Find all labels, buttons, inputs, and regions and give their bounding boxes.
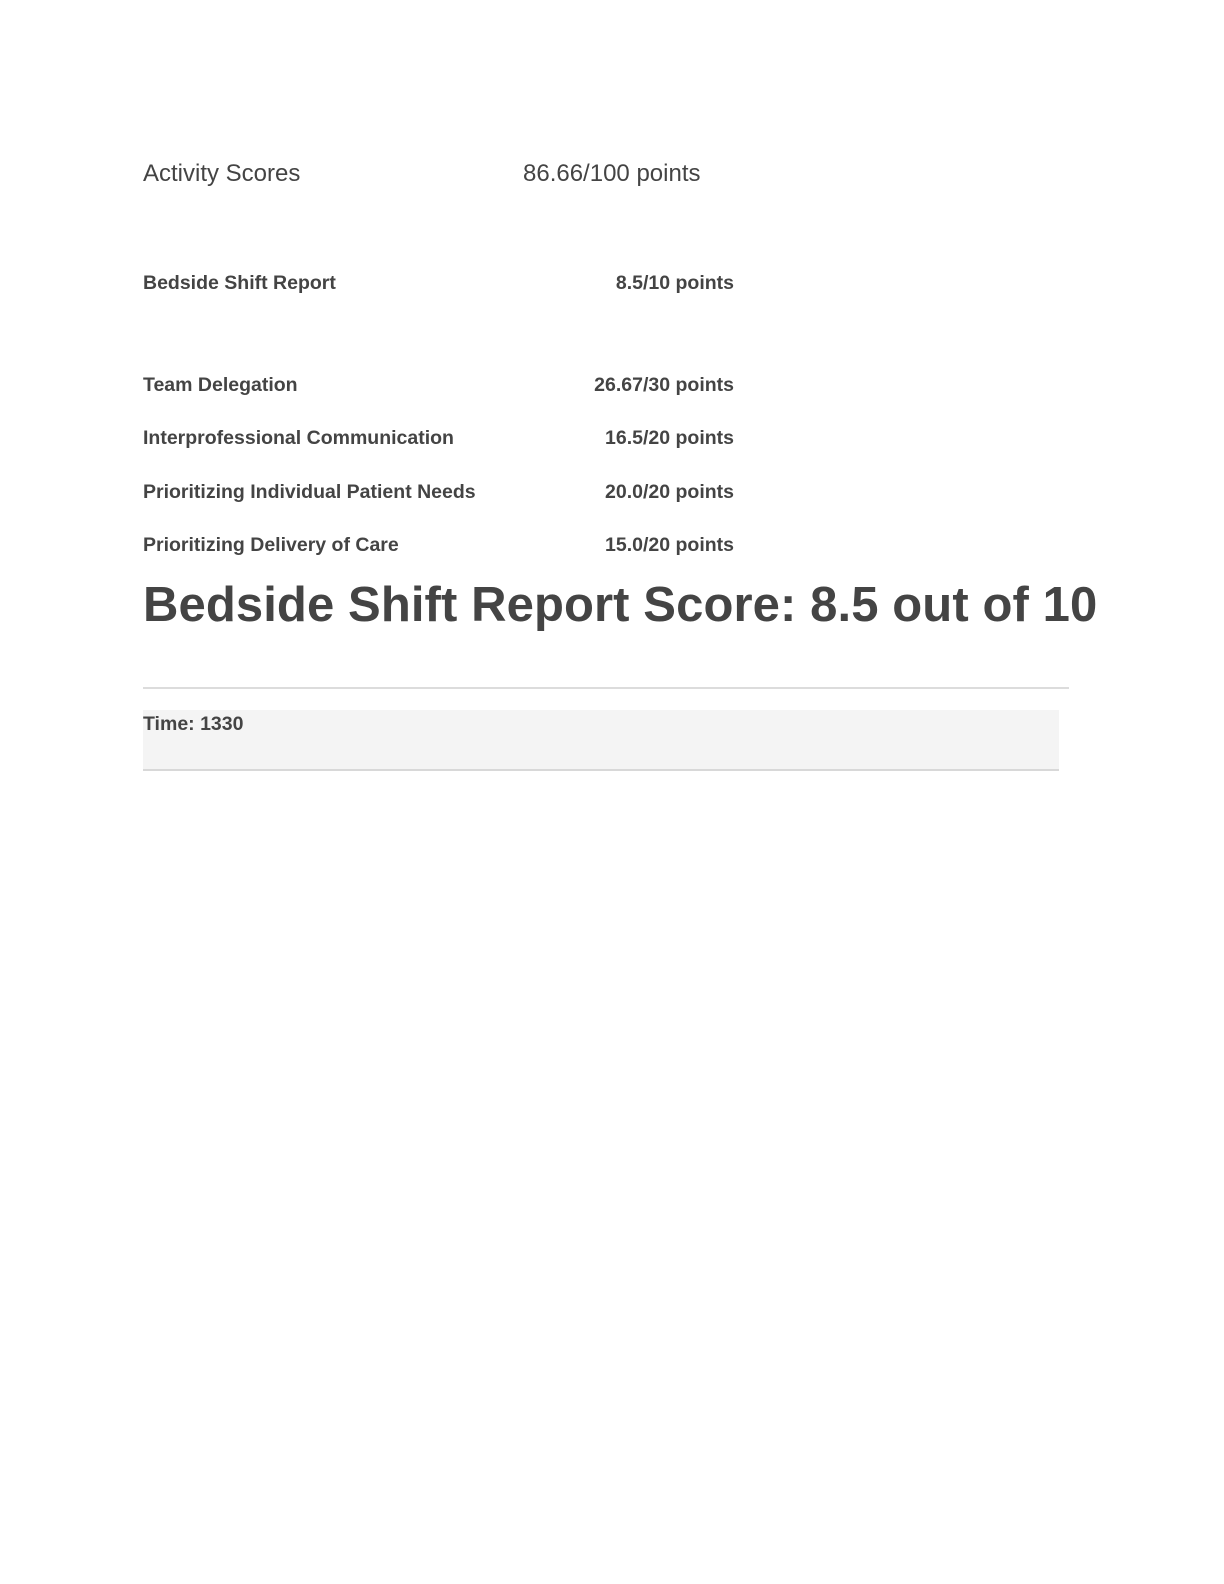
category-label-prioritizing-individual-patient-needs: Prioritizing Individual Patient Needs — [143, 481, 476, 503]
category-score-interprofessional-communication: 16.5/20 points — [605, 427, 734, 449]
category-score-bedside-shift-report: 8.5/10 points — [615, 272, 734, 294]
section-divider — [143, 687, 1069, 689]
category-label-team-delegation: Team Delegation — [143, 374, 298, 396]
report-score-heading: Bedside Shift Report Score: 8.5 out of 10 — [143, 578, 1098, 632]
category-label-bedside-shift-report: Bedside Shift Report — [143, 272, 336, 294]
category-score-team-delegation: 26.67/30 points — [594, 374, 734, 396]
time-label: Time: 1330 — [143, 713, 244, 735]
time-panel — [143, 710, 1059, 771]
category-label-interprofessional-communication: Interprofessional Communication — [143, 427, 454, 449]
category-label-prioritizing-delivery-of-care: Prioritizing Delivery of Care — [143, 534, 399, 556]
category-score-prioritizing-individual-patient-needs: 20.0/20 points — [605, 481, 734, 503]
activity-scores-label: Activity Scores — [143, 160, 301, 187]
category-score-prioritizing-delivery-of-care: 15.0/20 points — [605, 534, 734, 556]
activity-scores-total: 86.66/100 points — [523, 160, 701, 187]
